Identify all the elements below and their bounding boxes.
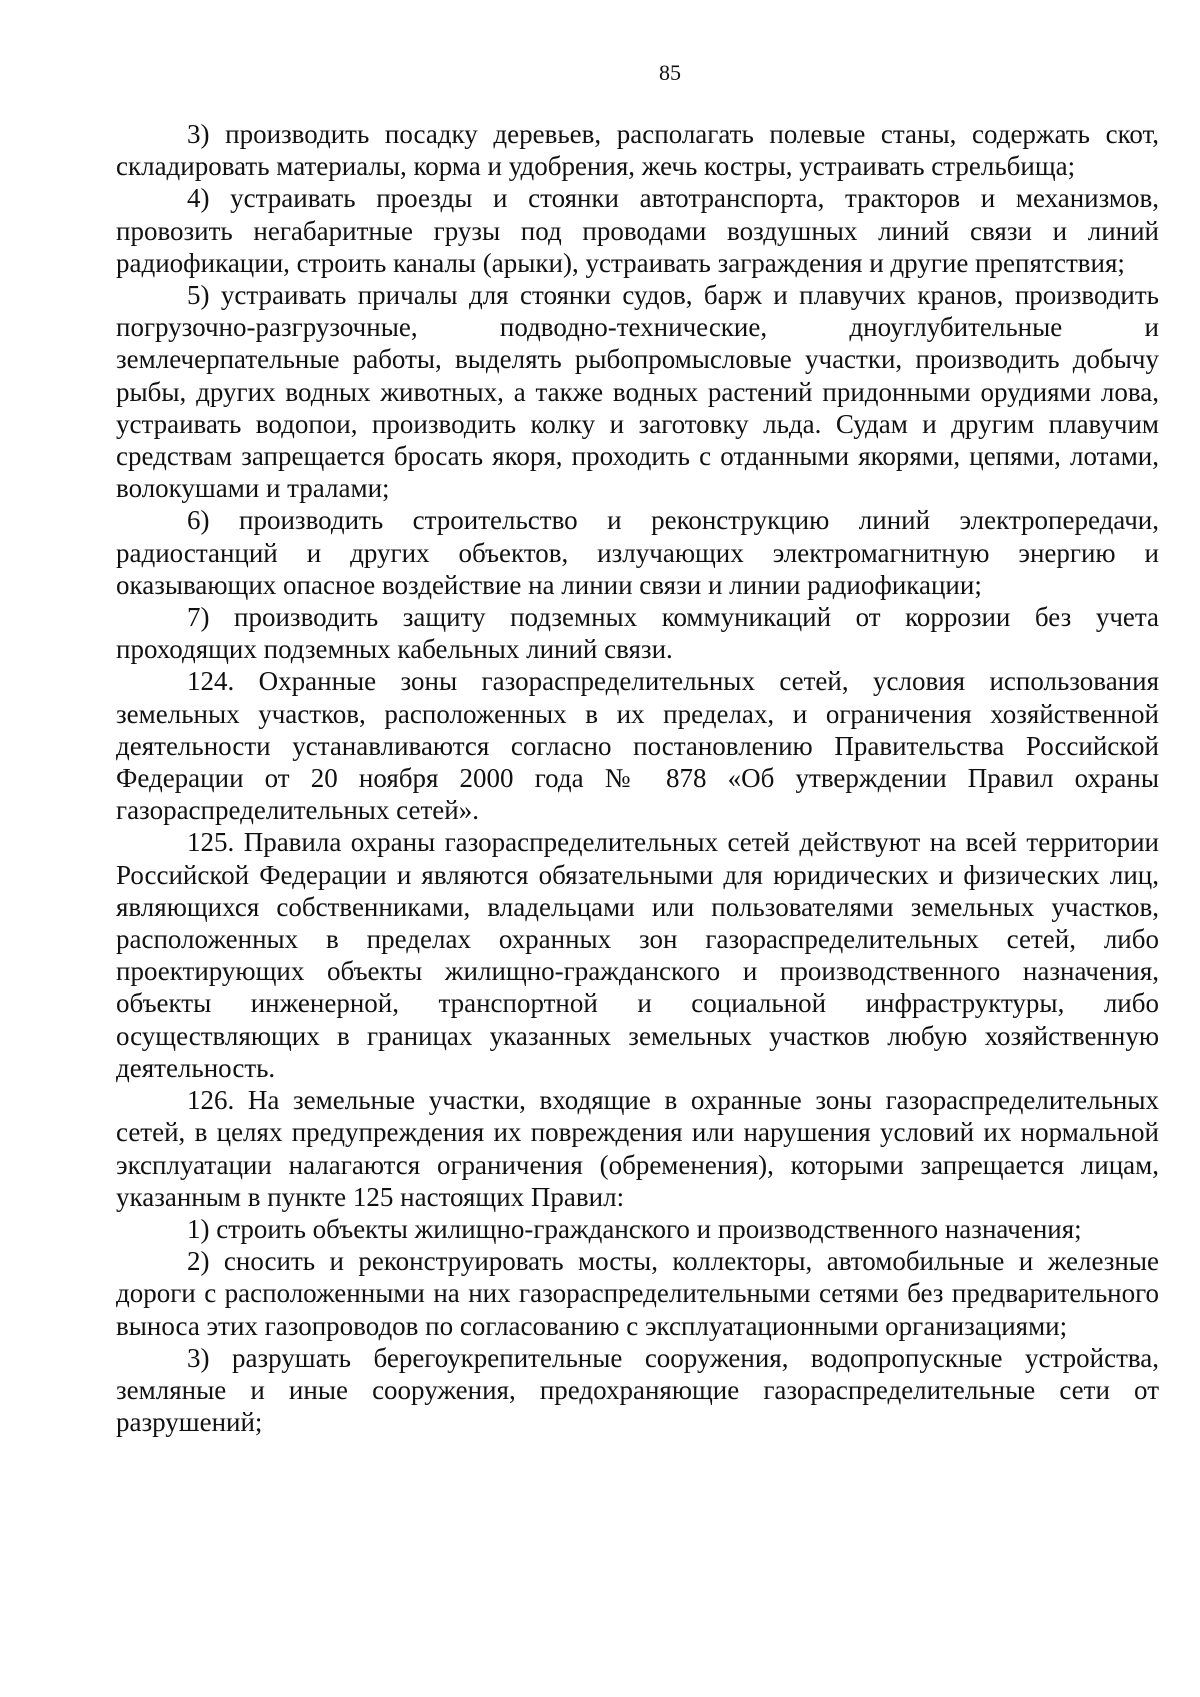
paragraph-126-item-2: 2) сносить и реконструировать мосты, коллекторы, автомобильные и железные дороги с расположенными на них газораспределительными сетями без предварительного выноса этих газопроводов по согласованию с эксплуатационными организациями; bbox=[116, 1246, 1159, 1341]
paragraph-126-item-3: 3) разрушать берегоукрепительные сооружения, водопропускные устройства, земляные и иные сооружения, предохраняющие газораспределительные сети от разрушений; bbox=[116, 1342, 1159, 1438]
paragraph-126-item-1: 1) строить объекты жилищно-гражданского и производственного назначения; bbox=[187, 1213, 1082, 1244]
document-body bbox=[116, 118, 1159, 1438]
paragraph-item-5-moorings: 5) устраивать причалы для стоянки судов, барж и плавучих кранов, производить погрузочно-разгрузочные, подводно-технические, дноуглубительные и землечерпательные работы, выделять рыбопромысловые участки, производить добычу рыбы, других водных животных, а также водных растений придонными орудиями лова, устраивать водопои, производить колку и заготовку льда. Судам и другим плавучим средствам запрещается бросать якоря, проходить с отданными якорями, цепями, лотами, волокушами и тралами; bbox=[116, 280, 1159, 504]
paragraph-item-4-vehicles: 4) устраивать проезды и стоянки автотранспорта, тракторов и механизмов, провозить негабаритные грузы под проводами воздушных линий связи и линий радиофикации, строить каналы (арыки), устраивать заграждения и другие препятствия; bbox=[116, 183, 1159, 278]
paragraph-item-7-corrosion: 7) производить защиту подземных коммуникаций от коррозии без учета проходящих подземных кабельных линий связи. bbox=[116, 602, 1159, 665]
paragraph-126: 126. На земельные участки, входящие в охранные зоны газораспределительных сетей, в целях предупреждения их повреждения или нарушения условий их нормальной эксплуатации налагаются ограничения (обременения), которыми запрещается лицам, указанным в пункте 125 настоящих Правил: bbox=[116, 1085, 1159, 1212]
paragraph-item-3-trees: 3) производить посадку деревьев, располагать полевые станы, содержать скот, складировать материалы, корма и удобрения, жечь костры, устраивать стрельбища; bbox=[116, 119, 1159, 182]
paragraph-125: 125. Правила охраны газораспределительных сетей действуют на всей территории Российской Федерации и являются обязательными для юридических и физических лиц, являющихся собственниками, владельцами или пользователями земельных участков, расположенных в пределах охранных зон газораспределительных сетей, либо проектирующих объекты жилищно-гражданского и производственного назначения, объекты инженерной, транспортной и социальной инфраструктуры, либо осуществляющих в границах указанных земельных участков любую хозяйственную деятельность. bbox=[116, 827, 1159, 1083]
paragraph-124: 124. Охранные зоны газораспределительных сетей, условия использования земельных участков, расположенных в их пределах, и ограничения хозяйственной деятельности устанавливаются согласно постановлению Правительства Российской Федерации от 20 ноября 2000 года № 878 «Об утверждении Правил охраны газораспределительных сетей». bbox=[116, 666, 1159, 826]
paragraph-item-6-power-lines: 6) производить строительство и реконструкцию линий электропередачи, радиостанций и других объектов, излучающих электромагнитную энергию и оказывающих опасное воздействие на линии связи и линии радиофикации; bbox=[116, 505, 1159, 600]
page-number: 85 bbox=[659, 60, 681, 85]
